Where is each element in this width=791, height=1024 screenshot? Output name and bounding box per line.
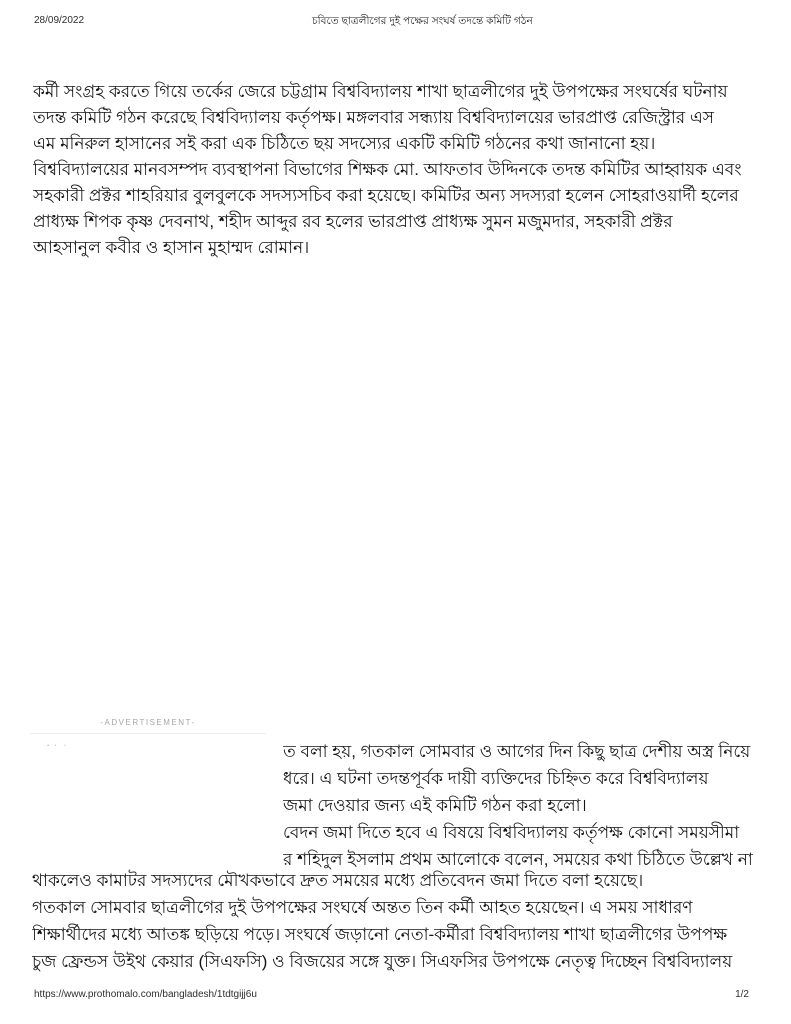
article-body-bottom bbox=[32, 867, 774, 975]
article-line: আহসানুল কবীর ও হাসান মুহাম্মদ রোমান। bbox=[33, 238, 310, 257]
article-line: ত বলা হয়, গতকাল সোমবার ও আগের দিন কিছু ছাত্র দেশীয় অস্ত্র নিয়ে bbox=[283, 742, 751, 761]
page-title: চবিতে ছাত্রলীগের দুই পক্ষের সংঘর্ষ তদন্তে কমিটি গঠন bbox=[312, 15, 533, 27]
article-body bbox=[33, 79, 773, 261]
article-line: বিশ্ববিদ্যালয়ের মানবসম্পদ ব্যবস্থাপনা বিভাগের শিক্ষক মো. আফতাব উদ্দিনকে তদন্ত কমিটির আহ্বায়ক এবং bbox=[33, 160, 742, 179]
article-line: সহকারী প্রক্টর শাহরিয়ার বুলবুলকে সদস্যসচিব করা হয়েছে। কমিটির অন্য সদস্যরা হলেন সোহরাওয়ার্দী হলের bbox=[33, 186, 739, 205]
article-line: বেদন জমা দিতে হবে এ বিষয়ে বিশ্ববিদ্যালয় কর্তৃপক্ষ কোনো সময়সীমা bbox=[283, 823, 740, 842]
advertisement-label: -ADVERTISEMENT- bbox=[100, 718, 196, 727]
article-line: এম মনিরুল হাসানের সই করা এক চিঠিতে ছয় সদস্যের একটি কমিটি গঠনের কথা জানানো হয়। bbox=[33, 134, 656, 153]
article-line: চুজ ফ্রেন্ডস উইথ কেয়ার (সিএফসি) ও বিজয়ের সঙ্গে যুক্ত। সিএফসির উপপক্ষে নেতৃত্ব দিচ্ছেন বিশ্ববিদ্যালয় bbox=[32, 952, 733, 971]
article-line: গতকাল সোমবার ছাত্রলীগের দুই উপপক্ষের সংঘর্ষে অন্তত তিন কর্মী আহত হয়েছেন। এ সময় সাধারণ bbox=[32, 898, 693, 917]
header-date: 28/09/2022 bbox=[34, 15, 85, 26]
article-line: শিক্ষার্থীদের মধ্যে আতঙ্ক ছড়িয়ে পড়ে। সংঘর্ষে জড়ানো নেতা-কর্মীরা বিশ্ববিদ্যালয় শাখা ছাত্রলীগের উপপক্ষ bbox=[32, 925, 728, 944]
ad-divider bbox=[30, 733, 266, 734]
article-line: র শহিদুল ইসলাম প্রথম আলোকে বলেন, সময়ের কথা চিঠিতে উল্লেখ না bbox=[283, 850, 753, 869]
article-line: থাকলেও কামাটর সদস্যদের মৌখকভাবে দ্রুত সময়ের মধ্যে প্রতিবেদন জমা দিতে বলা হয়েছে। bbox=[32, 871, 644, 890]
article-body-beside-ad bbox=[283, 738, 773, 873]
article-line: জমা দেওয়ার জন্য এই কমিটি গঠন করা হলো। bbox=[283, 796, 587, 815]
article-line: তদন্ত কমিটি গঠন করেছে বিশ্ববিদ্যালয় কর্তৃপক্ষ। মঙ্গলবার সন্ধ্যায় বিশ্ববিদ্যালয়ের ভারপ্রাপ্ত রেজিস্ট্রার এস bbox=[33, 108, 715, 127]
footer-url: https://www.prothomalo.com/bangladesh/1tdtgijj6u bbox=[34, 989, 257, 1000]
article-line: ধরে। এ ঘটনা তদন্তপূর্বক দায়ী ব্যক্তিদের চিহ্নিত করে বিশ্ববিদ্যালয় bbox=[283, 769, 709, 788]
page-number: 1/2 bbox=[735, 989, 749, 1000]
advertisement-block bbox=[30, 718, 266, 754]
ad-image-placeholder bbox=[30, 746, 266, 876]
article-line: কর্মী সংগ্রহ করতে গিয়ে তর্কের জেরে চট্টগ্রাম বিশ্ববিদ্যালয় শাখা ছাত্রলীগের দুই উপপক্ষের সংঘর্ষের ঘটনায় bbox=[33, 82, 728, 101]
article-line: প্রাধ্যক্ষ শিপক কৃষ্ণ দেবনাথ, শহীদ আব্দুর রব হলের ভারপ্রাপ্ত প্রাধ্যক্ষ সুমন মজুমদার, সহকারী প্রক্টর bbox=[33, 212, 673, 231]
